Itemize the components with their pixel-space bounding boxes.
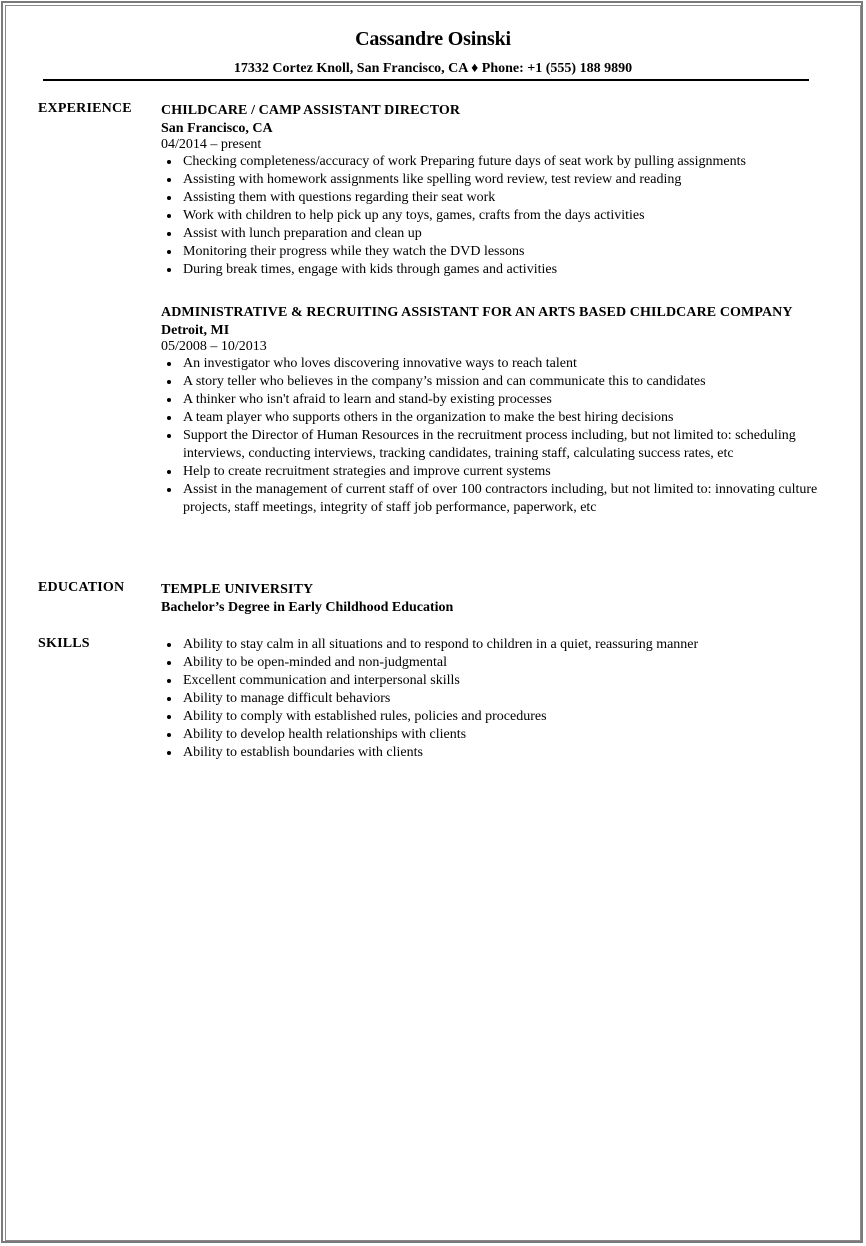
- list-item: A team player who supports others in the organization to make the best hiring decisions: [161, 409, 826, 427]
- bullet-icon: [167, 178, 171, 182]
- bullet-icon: [167, 398, 171, 402]
- job-entry-1: [161, 102, 826, 279]
- section-label-skills: SKILLS: [38, 636, 90, 651]
- list-item: Excellent communication and interpersonal skills: [161, 672, 826, 690]
- list-item: Ability to develop health relationships with clients: [161, 726, 826, 744]
- bullet-icon: [167, 470, 171, 474]
- job-dates: 04/2014 – present: [161, 136, 262, 152]
- contact-line: 17332 Cortez Knoll, San Francisco, CA ♦ Phone: +1 (555) 188 9890: [233, 61, 633, 76]
- bullet-icon: [167, 434, 171, 438]
- bullet-icon: [167, 416, 171, 420]
- skills-list: [161, 636, 826, 762]
- list-item: Assisting with homework assignments like spelling word review, test review and reading: [161, 171, 826, 189]
- list-item: Ability to be open-minded and non-judgmental: [161, 654, 826, 672]
- section-label-experience: EXPERIENCE: [38, 101, 132, 116]
- job-entry-2: [161, 304, 826, 517]
- job-title: ADMINISTRATIVE & RECRUITING ASSISTANT FOR AN ARTS BASED CHILDCARE COMPANY: [161, 305, 793, 320]
- bullet-icon: [167, 268, 171, 272]
- list-item: An investigator who loves discovering innovative ways to reach talent: [161, 355, 826, 373]
- candidate-name: Cassandre Osinski: [355, 28, 511, 50]
- list-item: Assist with lunch preparation and clean up: [161, 225, 826, 243]
- list-item: Work with children to help pick up any toys, games, crafts from the days activities: [161, 207, 826, 225]
- list-item: Ability to stay calm in all situations and to respond to children in a quiet, reassuring manner: [161, 636, 826, 654]
- bullet-icon: [167, 196, 171, 200]
- bullet-icon: [167, 697, 171, 701]
- job-title: CHILDCARE / CAMP ASSISTANT DIRECTOR: [161, 103, 461, 118]
- bullet-icon: [167, 751, 171, 755]
- list-item: Ability to manage difficult behaviors: [161, 690, 826, 708]
- bullet-icon: [167, 232, 171, 236]
- job-location: Detroit, MI: [161, 322, 230, 338]
- bullet-icon: [167, 160, 171, 164]
- job-dates: 05/2008 – 10/2013: [161, 338, 267, 354]
- bullet-icon: [167, 679, 171, 683]
- bullet-icon: [167, 715, 171, 719]
- bullet-icon: [167, 214, 171, 218]
- bullet-icon: [167, 733, 171, 737]
- list-item: Assist in the management of current staff of over 100 contractors including, but not limited to: innovating culture projects, staff meetings, integrity of staff job performance, paperwork, etc: [161, 481, 826, 517]
- bullet-icon: [167, 380, 171, 384]
- list-item: Ability to comply with established rules, policies and procedures: [161, 708, 826, 726]
- bullet-icon: [167, 661, 171, 665]
- list-item: Ability to establish boundaries with clients: [161, 744, 826, 762]
- degree: Bachelor’s Degree in Early Childhood Education: [161, 599, 454, 615]
- list-item: A story teller who believes in the company’s mission and can communicate this to candidates: [161, 373, 826, 391]
- education-entry: [161, 581, 826, 616]
- bullet-icon: [167, 488, 171, 492]
- job-bullets: [161, 355, 826, 517]
- bullet-icon: [167, 250, 171, 254]
- list-item: Checking completeness/accuracy of work Preparing future days of seat work by pulling assignments: [161, 153, 826, 171]
- skills-bullets: [161, 636, 826, 762]
- job-location: San Francisco, CA: [161, 120, 273, 136]
- bullet-icon: [167, 362, 171, 366]
- bullet-icon: [167, 643, 171, 647]
- section-label-education: EDUCATION: [38, 580, 125, 595]
- list-item: Monitoring their progress while they watch the DVD lessons: [161, 243, 826, 261]
- list-item: Help to create recruitment strategies and improve current systems: [161, 463, 826, 481]
- school-name: TEMPLE UNIVERSITY: [161, 582, 314, 597]
- list-item: During break times, engage with kids through games and activities: [161, 261, 826, 279]
- list-item: A thinker who isn't afraid to learn and stand-by existing processes: [161, 391, 826, 409]
- header-divider: [43, 79, 809, 81]
- list-item: Assisting them with questions regarding their seat work: [161, 189, 826, 207]
- job-bullets: [161, 153, 826, 279]
- list-item: Support the Director of Human Resources in the recruitment process including, but not limited to: scheduling interviews, conducting interviews, tracking candidates, training staff, calculating success rates, etc: [161, 427, 826, 463]
